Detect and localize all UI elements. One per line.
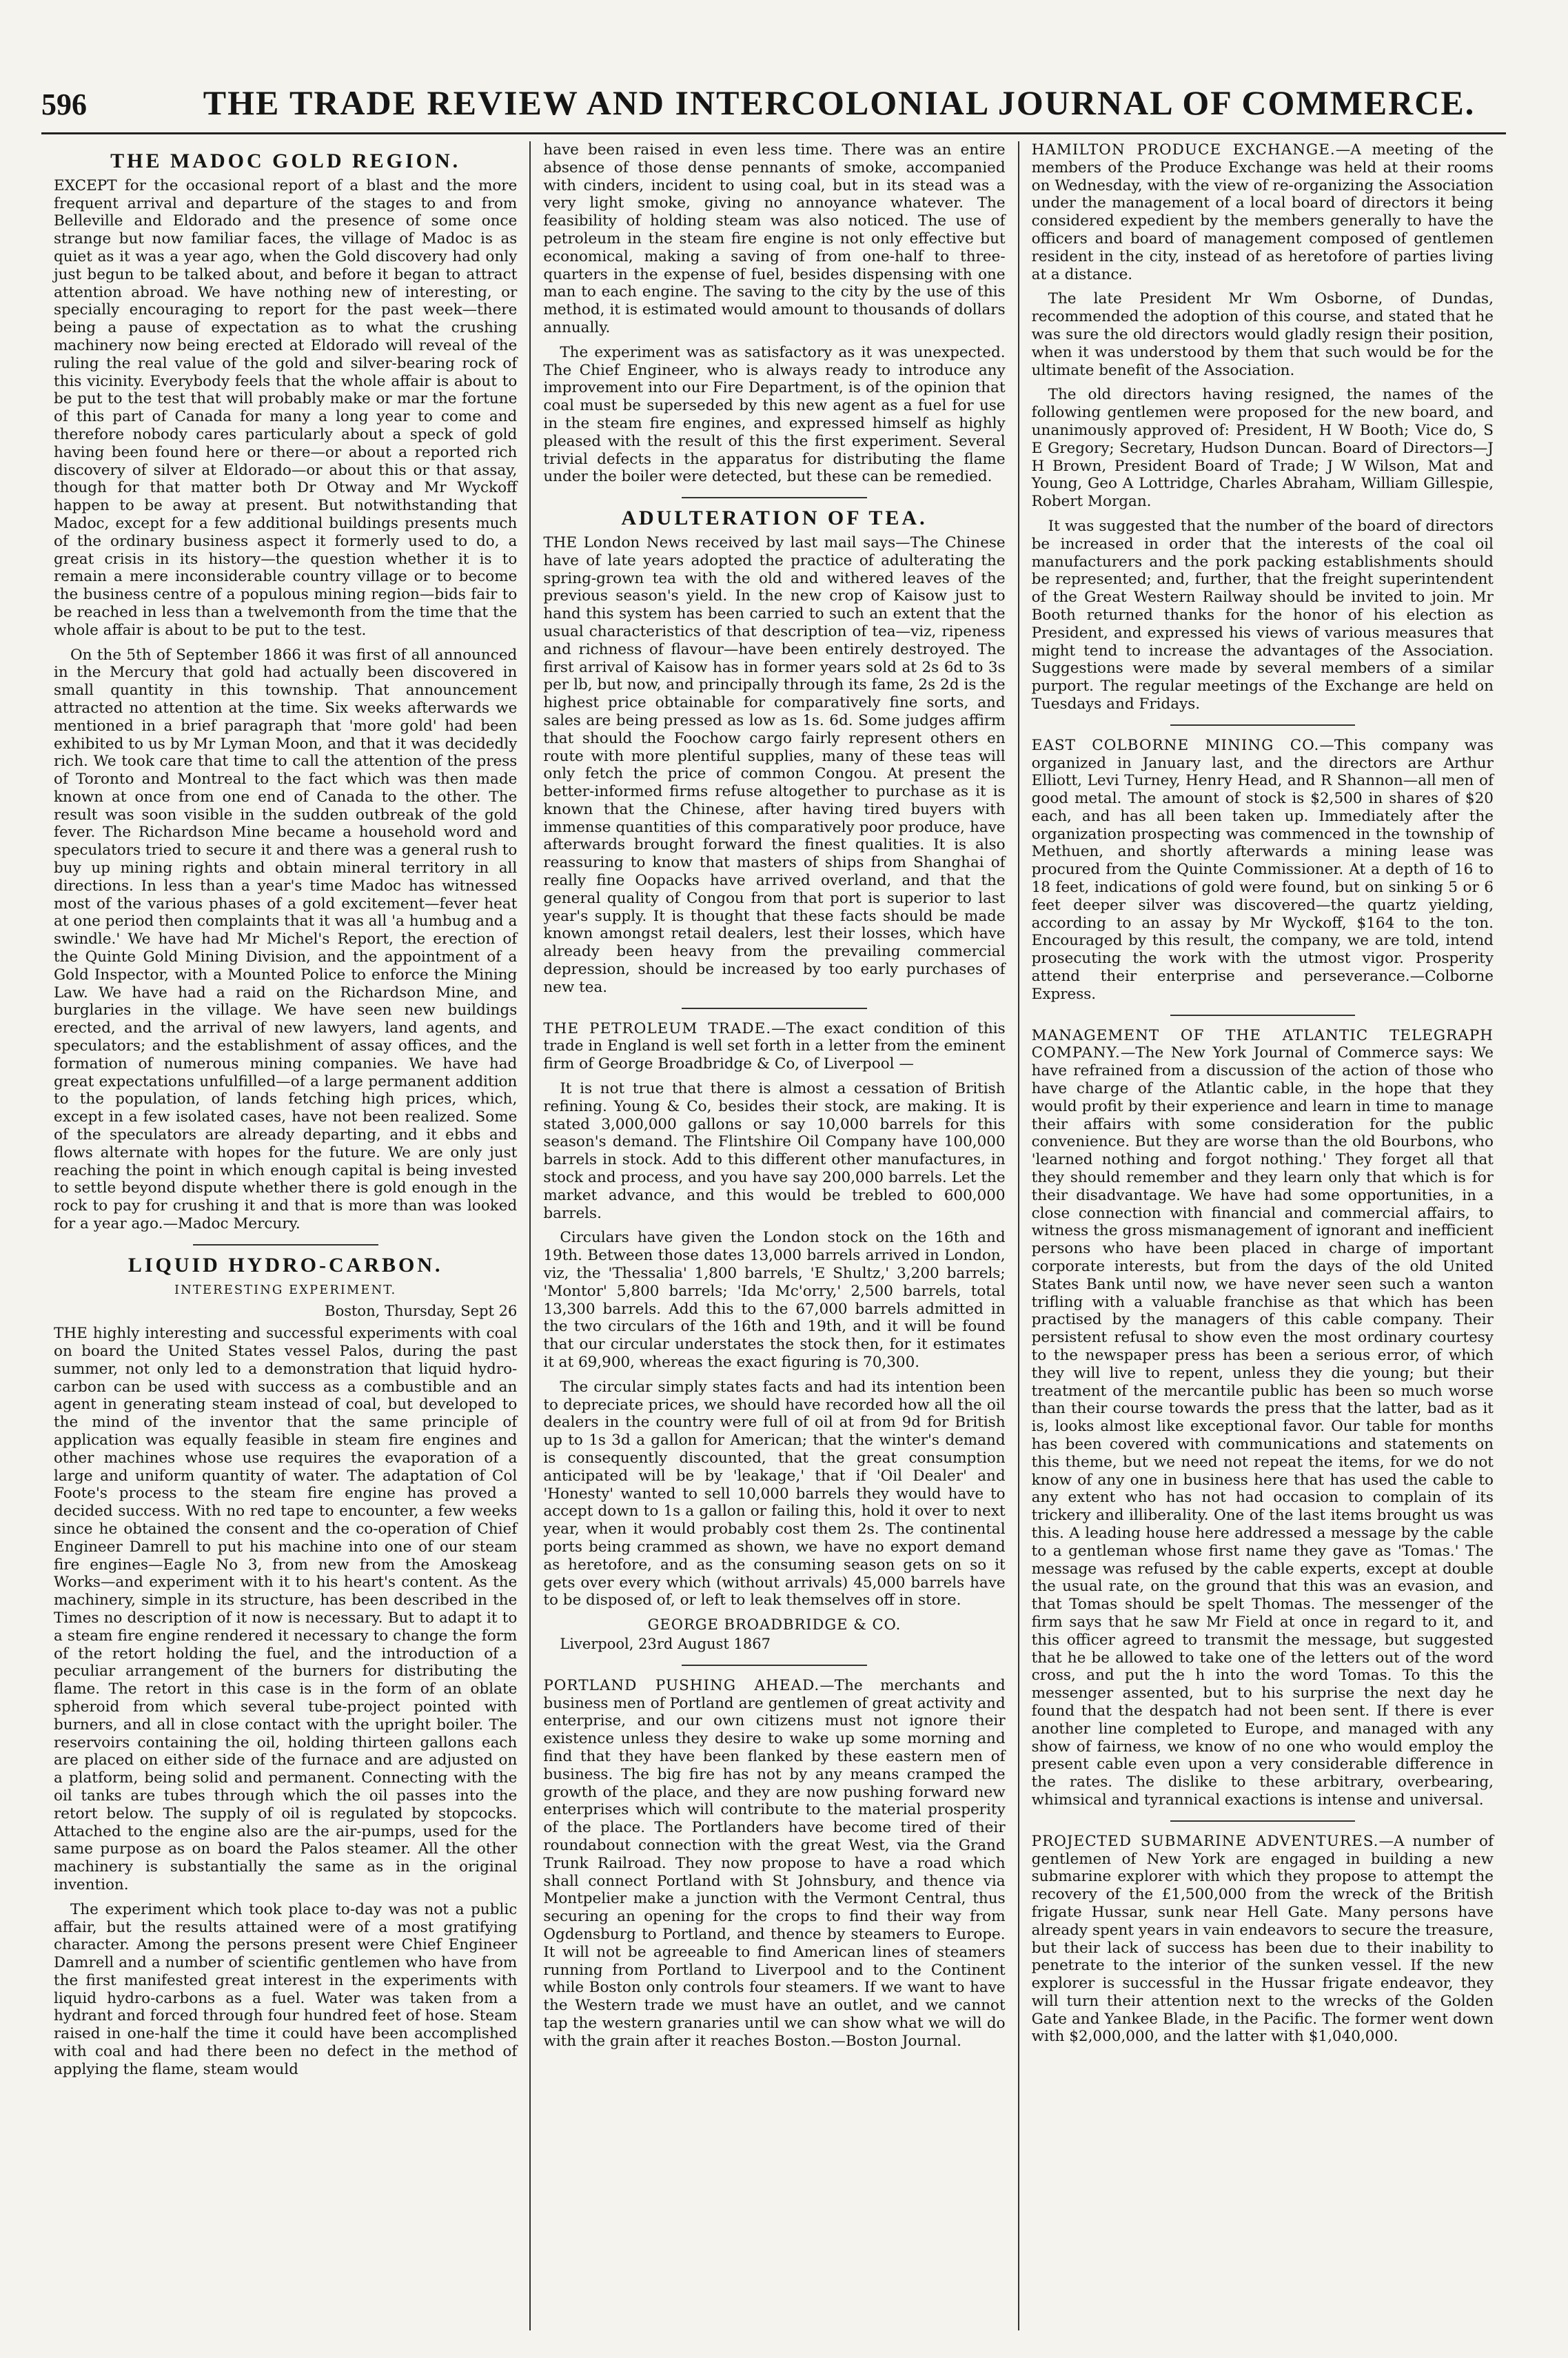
article-paragraph: The circular simply states facts and had its intention been to depreciate prices, we should have recorded how all the oil dealers in the country were full of oil at from 9d for British up to 1s 3d a gallon for American; that the winter's demand is consequently discounted, that the great consumption anticipated will be by 'leakage,' that if 'Oil Dealer' and 'Honesty' wanted to sell 10,000 barrels they would have to accept down to 1s a gallon or failing this, hold it over to next year, when it would probably cost them 2s. The continental ports being crammed as shown, we have no export demand as heretofore, and as the consuming season gets on so it gets over every which (without arrivals) 45,000 barrels have to be disposed of, or left to leak themselves off in store. <box>543 1378 1006 1609</box>
journal-title: THE TRADE REVIEW AND INTERCOLONIAL JOURNAL OF COMMERCE. <box>203 83 1476 122</box>
article-heading: THE MADOC GOLD REGION. <box>110 150 461 172</box>
article-lead: PORTLAND PUSHING AHEAD. <box>543 1676 820 1694</box>
article-paragraph: Circulars have given the London stock on the 16th and 19th. Between those dates 13,000 barrels arrived in London, viz, the 'Thessalia' 1,800 barrels, 'E Shultz,' 3,200 barrels; 'Montor' 5,800 barrels; 'Ida Mc'orry,' 2,500 barrels, total 13,300 barrels. Add this to the 67,000 barrels admitted in the two circulars of the 16th and 19th, and it will be found that our circular understates the stock then, for it estimates it at 69,900, whereas the exact figuring is 70,300. <box>543 1229 1006 1371</box>
article-text: —A number of gentlemen of New York are engaged in building a new submarine explorer with which they propose to attempt the recovery of the £1,500,000 from the wreck of the British frigate Hussar, sunk near Hell Gate. Many persons have already spent years in vain endeavors to secure the treasure, but their lack of success has been due to their inability to penetrate to the interior of the sunken vessel. If the new explorer is successful in the Hussar frigate endeavor, they will turn their attention next to the wrecks of the Golden Gate and Yankee Blade, in the Pacific. The former went down with $2,000,000, and the latter with $1,040,000. <box>1031 1832 1494 2046</box>
masthead <box>41 83 1506 134</box>
article-paragraph <box>1032 141 1494 283</box>
divider <box>1170 1820 1355 1822</box>
page-number: 596 <box>41 88 87 121</box>
article-signature-date: Liverpool, 23rd August 1867 <box>560 1635 771 1652</box>
article-paragraph: EXCEPT for the occasional report of a blast and the more frequent arrival and departure of the stages to and from Belleville and Eldorado and the presence of some once strange but now familiar faces, the village of Madoc is as quiet as it was a year ago, when the Gold discovery had only just begun to be talked about, and before it began to attract attention abroad. We have nothing new of interesting, or specially encouraging to report for the past week—there being a pause of expectation as to what the crushing machinery now being erected at Eldorado will reveal of the ruling the real value of the gold and silver-bearing rock of this vicinity. Everybody feels that the whole affair is about to be put to the test that will probably make or mar the fortune of this part of Canada for many a long year to come and therefore nobody cares particularly about a speck of gold having been found here or there—or about a reported rich discovery of silver at Eldorado—or about this or that assay, though for that matter both Dr Otway and Mr Wyckoff happen to be away at present. But notwithstanding that Madoc, except for a few additional buildings presents much of the ordinary business aspect it formerly used to do, a great crisis in its history—the question whether it is to remain a mere inconsiderable country village or to become the business centre of a populous mining region—bids fair to be reached in less than a twelvemonth from the time that the whole affair is about to be put to the test. <box>54 176 518 639</box>
article-continuation: The experiment was as satisfactory as it was unexpected. The Chief Engineer, who is always ready to introduce any improvement into our Fire Department, is of the opinion that coal must be superseded by this new agent as a fuel for use in the steam fire engines, and expressed himself as highly pleased with the result of this the first experiment. Several trivial defects in the apparatus for distributing the flame under the boiler were detected, but these can be remedied. <box>543 343 1006 486</box>
divider <box>682 1008 866 1009</box>
article-subheading: INTERESTING EXPERIMENT. <box>174 1282 397 1297</box>
article-text: —A meeting of the members of the Produce Exchange was held at their rooms on Wednesday, with the view of re-organizing the Association under the management of a local board of directors it being considered expedient by the members generally to have the officers and board of management composed of gentlemen resident in the city, instead of as heretofore of parties living at a distance. <box>1031 141 1494 283</box>
article-continuation: have been raised in even less time. There was an entire absence of those dense pennants of smoke, accompanied with cinders, incident to using coal, but in its stead was a very light smoke, giving no annoyance whatever. The feasibility of holding steam was also noticed. The use of petroleum in the steam fire engine is not only effective but economical, making a saving of from one-half to three-quarters in the expense of fuel, besides dispensing with one man to each engine. The saving to the city by the use of this method, it is estimated would amount to thousands of dollars annually. <box>543 141 1006 336</box>
article-lead: HAMILTON PRODUCE EXCHANGE. <box>1031 141 1336 159</box>
article-text: —The exact condition of this trade in England is well set forth in a letter from the eminent firm of George Broadbridge & Co, of Liverpool — <box>543 1019 1006 1073</box>
article-lead: PROJECTED SUBMARINE ADVENTURES. <box>1031 1832 1379 1850</box>
article-east-colborne-mining <box>1032 737 1494 1004</box>
article-text: —This company was organized in January last, and the directors are Arthur Elliott, Levi Turney, Henry Head, and R Shannon—all men of good metal. The amount of stock is $2,500 in shares of $20 each, and has all been taken up. Immediately after the organization prospecting was commenced in the township of Methuen, and shortly afterwards a mining lease was procured from the Quinte Commissioner. At a depth of 16 to 18 feet, indications of gold were found, but on sinking 5 or 6 feet deeper silver was discovered—the quartz yielding, according to an assay by Mr Wyckoff, $164 to the ton. Encouraged by this result, the company, we are told, intend prosecuting the work with the utmost vigor. Prosperity attend their enterprise and perseverance.—Colborne Express. <box>1031 736 1494 1003</box>
article-paragraph: THE London News received by last mail says—The Chinese have of late years adopted the practice of adulterating the spring-grown tea with the old and withered leaves of the previous season's yield. In the new crop of Kaisow just to hand this system has been carried to such an extent that the usual characteristics of that description of tea—viz, ripeness and richness of flavour—have been entirely destroyed. The first arrival of Kaisow has in former years sold at 2s 6d to 3s per lb, but now, and principally through its fame, 2s 2d is the highest price obtainable for comparatively fine sorts, and sales are being pressed as low as 1s. 6d. Some judges affirm that should the Foochow cargo fairly represent others en route with more plentiful supplies, many of these teas will only fetch the price of common Congou. At present the better-informed firms refuse altogether to purchase as it is known that the Chinese, after having tired buyers with immense quantities of this comparatively poor produce, have afterwards brought forward the finest qualities. It is also reassuring to know that masters of ships from Shanghai of really fine Oopacks have arrived overland, and that the general quality of Congou from that port is superior to last year's supply. It is thought that these facts should be made known amongst retail dealers, lest their losses, which have already been heavy from the prevailing commercial depression, should be increased by too early purchases of new tea. <box>543 533 1006 996</box>
article-paragraph <box>1032 1027 1494 1809</box>
article-signature: GEORGE BROADBRIDGE & CO. <box>647 1616 902 1634</box>
article-paragraph: It is not true that there is almost a cessation of British refining. Young & Co, besides their stock, are making. It is stated 3,000,000 gallons or say 10,000 barrels for this season's demand. The Flintshire Oil Company have 100,000 barrels in stock. Add to this different other manufactures, in stock and process, and you have say 200,000 barrels. Let the market advance, and this would be trebled to 600,000 barrels. <box>543 1080 1006 1222</box>
article-adulteration-of-tea <box>543 509 1005 997</box>
article-dateline: Boston, Thursday, Sept 26 <box>325 1303 518 1320</box>
article-paragraph: The experiment which took place to-day was not a public affair, but the results attained were of a most gratifying character. Among the persons present were Chief Engineer Damrell and a number of scientific gentlemen who have from the first manifested great interest in the experiments with liquid hydro-carbons as a fuel. Water was taken from a hydrant and forced through four hundred feet of hose. Steam raised in one-half the time it could have been accomplished with coal and had there been no defect in the method of applying the flame, steam would <box>54 1900 518 2078</box>
article-paragraph: The old directors having resigned, the names of the following gentlemen were proposed for the new board, and unanimously approved of: President, H W Booth; Vice do, S E Gregory; Secretary, Hudson Duncan. Board of Directors—J H Brown, President Board of Trade; J W Wilson, Mat and Young, Geo A Lottridge, Charles Abraham, William Gillespie, Robert Morgan. <box>1031 386 1494 511</box>
article-text: —The merchants and business men of Portland are gentlemen of great activity and enterprise, and our own citizens must not ignore their existence unless they desire to wake up some morning and find that they have been flanked by these eastern men of business. The big fire has not by any means cramped the growth of the place, and they are now pushing forward new enterprises which will contribute to the material prosperity of the place. The Portlanders have become tired of their roundabout connection with the great West, via the Grand Trunk Railroad. They now propose to have a road which shall connect Portland with St Johnsbury, and thence via Montpelier make a junction with the Vermont Central, thus securing an opening for the crops to find their way from Ogdensburg to Portland, and thence by steamers to Europe. It will not be agreeable to find American lines of steamers running from Portland to Liverpool and to the Continent while Boston only controls four steamers. If we want to have the Western trade we must have an outlet, and we cannot tap the western granaries until we can show what we will do with the grain after it reaches Boston.—Boston Journal. <box>543 1676 1006 2050</box>
article-submarine-adventures <box>1032 1833 1494 2046</box>
article-paragraph: It was suggested that the number of the board of directors be increased in order that the interests of the coal oil manufacturers and the pork packing establishments should be represented; and, further, that the freight superintendent of the Great Western Railway should be invited to join. Mr Booth returned thanks for the honor of his election as President, and expressed his views of various measures that might tend to increase the advantages of the Association. Suggestions were made by several members of a similar purport. The regular meetings of the Exchange are held on Tuesdays and Fridays. <box>1031 517 1494 713</box>
column-3 <box>1018 141 1506 2330</box>
article-hamilton-produce-exchange <box>1032 141 1494 713</box>
divider <box>1170 1015 1355 1016</box>
article-lead: MANAGEMENT OF THE ATLANTIC TELEGRAPH COMPANY. <box>1031 1026 1494 1062</box>
article-petroleum-trade <box>543 1020 1005 1654</box>
article-madoc-gold-region <box>54 152 517 1233</box>
article-paragraph <box>1032 1833 1494 2046</box>
article-paragraph: THE highly interesting and successful experiments with coal on board the United States vessel Palos, during the past summer, not only led to a demonstration that liquid hydro-carbon can be used with success as a combustible and an agent in generating steam instead of coal, but developed to the mind of the inventor that the same principle of application was equally feasible in steam fire engines and other machines whose use requires the evaporation of a large and uniform quantity of water. The adaptation of Col Foote's process to the steam fire engine has proved a decided success. With no red tape to encounter, a few weeks since he obtained the consent and the co-operation of Chief Engineer Damrell to put his machine into one of our steam fire engines—Eagle No 3, from new from the Amoskeag Works—and experiment with it to his heart's content. As the machinery, simple in its structure, has been described in the Times no description of it now is necessary. But to adapt it to a steam fire engine rendered it necessary to change the form of the retort holding the fuel, and the introduction of a peculiar arrangement of the burners for distributing the flame. The retort in this case is in the form of an oblate spheroid from which several tube-project pointed with burners, and all in close contact with the upright boiler. The reservoirs containing the oil, holding thirteen gallons each are placed on either side of the furnace and are adjusted on a platform, being solid and permanent. Connecting with the oil tanks are tubes through which the oil passes into the retort below. The supply of oil is regulated by stopcocks. Attached to the engine also are the air-pumps, used for the same purpose as on board the Palos steamer. All the other machinery is substantially the same as in the original invention. <box>54 1325 518 1893</box>
divider <box>682 1665 866 1666</box>
article-paragraph <box>543 1677 1005 2051</box>
article-paragraph <box>543 1020 1005 1073</box>
divider <box>193 1244 378 1246</box>
divider <box>682 497 866 498</box>
article-portland-pushing-ahead <box>543 1677 1005 2051</box>
article-atlantic-telegraph <box>1032 1027 1494 1809</box>
article-lead: EAST COLBORNE MINING CO. <box>1031 736 1320 754</box>
article-text: —The New York Journal of Commerce says: We have refrained from a discussion of the action of those who have charge of the Atlantic cable, in the hope that they would profit by their experience and learn in time to manage their affairs with some consideration for the public convenience. But they are worse than the old Bourbons, who 'learned nothing and forgot nothing.' They forget all that they should remember and they learn only that which is for their disadvantage. We have had some opportunities, in a close connection with financial and commercial affairs, to witness the gross mismanagement of ignorant and inefficient persons who have been placed in charge of important corporate interests, but from the days of the old United States Bank until now, we have never seen such a wanton trifling with a valuable franchise as that which has been practised by the managers of this cable company. Their persistent refusal to show even the most ordinary courtesy to the newspaper press has been a serious error, of which they will live to repent, unless they die young; but their treatment of the mercantile public has been so much worse than their course towards the press that the latter, bad as it is, looks almost like exceptional favor. Our table for months has been covered with communications and statements on this theme, but we need not repeat the items, for we do not know of any one in business here that has used the cable to any extent who has not had occasion to complain of its trickery and illiberality. One of the last items brought us was this. A leading house here addressed a message by the cable to a gentleman whose first name they gave as 'Tomas.' The message was refused by the cable experts, except at double the usual rate, on the ground that this was an evasion, and that Tomas should be spelt Thomas. The messenger of the firm says that he saw Mr Field at once in regard to it, and this officer agreed to transmit the message, but suggested that he be allowed to take one of the letters out of the word cross, and put the h into the word Tomas. To this the messenger assented, but to his surprise the next day he found that the despatch had not been sent. If there is ever another line completed to Europe, and managed with any show of fairness, we know of no one who would employ the present cable even upon a very considerable difference in the rates. The dislike to these arbitrary, overbearing, whimsical and tyrannical exactions is intense and universal. <box>1031 1044 1494 1809</box>
article-paragraph <box>1032 737 1494 1004</box>
article-heading: LIQUID HYDRO-CARBON. <box>128 1253 443 1277</box>
divider <box>1170 724 1355 726</box>
column-2 <box>529 141 1017 2330</box>
article-paragraph: The late President Mr Wm Osborne, of Dundas, recommended the adoption of this course, and stated that he was sure the old directors would gladly resign their position, when it was understood by them that such would be for the ultimate benefit of the Association. <box>1031 290 1494 379</box>
article-lead: THE PETROLEUM TRADE. <box>543 1019 772 1037</box>
article-liquid-hydro-carbon <box>54 1253 518 2079</box>
columns <box>41 141 1506 2330</box>
article-heading: ADULTERATION OF TEA. <box>621 507 928 530</box>
column-1 <box>41 141 529 2330</box>
article-paragraph: On the 5th of September 1866 it was first of all announced in the Mercury that gold had actually been discovered in small quantity in this township. That announcement attracted no attention at the time. Six weeks afterwards we mentioned in a brief paragraph that 'more gold' had been exhibited to us by Mr Lyman Moon, and that it was decidedly rich. We took care that time to call the attention of the press of Toronto and Montreal to the fact which was then made known at once from one end of Canada to the other. The result was soon visible in the sudden outbreak of the gold fever. The Richardson Mine became a household word and speculators tried to secure it and there was a general rush to buy up mining rights and obtain mineral territory in all directions. In less than a year's time Madoc has witnessed most of the various phases of a gold excitement—fever heat at one period then complaints that it was all 'a humbug and a swindle.' We have had Mr Michel's Report, the erection of the Quinte Gold Mining Division, and the appointment of a Gold Inspector, with a Mounted Police to enforce the Mining Law. We have had a raid on the Richardson Mine, and burglaries in the village. We have seen new buildings erected, and the arrival of new lawyers, land agents, and speculators; and the establishment of assay offices, and the formation of numerous mining companies. We have had great expectations unfulfilled—of a large permanent addition to the population, of lands fetching high prices, which, except in a few isolated cases, have not been realized. Some of the speculators are already departing, and it ebbs and flows alternate with hopes for the future. We are only just reaching the point in which enough capital is being invested to settle beyond dispute whether there is gold enough in the rock to pay for crushing it and that is more than was looked for a year ago.—Madoc Mercury. <box>54 646 518 1233</box>
